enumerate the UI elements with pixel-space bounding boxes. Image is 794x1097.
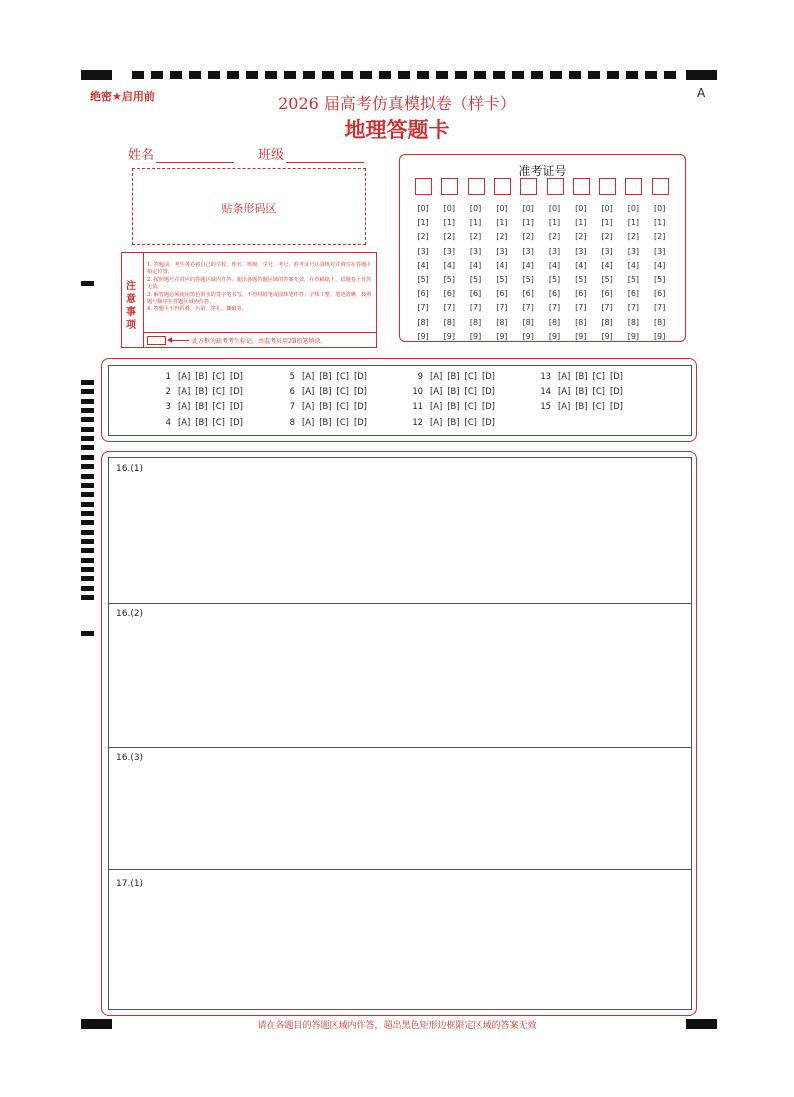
exam-id-digit-bubble[interactable]: [7] (548, 303, 561, 313)
exam-id-digit-bubble[interactable]: [5] (601, 275, 613, 285)
exam-id-digit-bubble[interactable]: [7] (443, 303, 455, 313)
sheet-title: 2026 届高考仿真模拟卷（样卡） (278, 94, 516, 113)
choice-question (153, 417, 243, 427)
choice-question-number: 15 (540, 401, 551, 412)
exam-id-digit-bubble[interactable]: [2] (469, 232, 482, 242)
exam-id-digit-bubble[interactable]: [1] (417, 218, 429, 228)
footer-warning: 请在各题目的答题区域内作答，超出黑色矩形边框限定区域的答案无效 (257, 1021, 537, 1031)
class-field[interactable] (258, 144, 364, 163)
choice-option-bubble[interactable]: [C] (212, 386, 225, 397)
timing-mark (81, 417, 94, 422)
exam-id-digit-bubble[interactable]: [3] (522, 246, 534, 256)
exam-id-digit-column (598, 202, 616, 344)
exam-id-digit-bubble[interactable]: [2] (496, 232, 508, 242)
exam-id-digit-bubble[interactable]: [6] (601, 289, 613, 299)
choice-option-bubble[interactable]: [C] (464, 371, 477, 381)
choice-question-number: 12 (412, 416, 423, 427)
notice-item: 1. 答题前，考生务必将自己的学校、姓名、班级、学号、考号、准考证号认真核对并填写在答题卡指定位置。 (147, 262, 372, 276)
choice-option-bubble[interactable]: [C] (592, 386, 605, 397)
answer-area-17-1[interactable] (108, 869, 692, 1010)
name-label: 姓名 (128, 148, 155, 163)
choice-option-bubble[interactable]: [D] (229, 386, 243, 397)
exam-id-digit-bubble[interactable]: [6] (627, 289, 640, 299)
choice-question-number: 13 (540, 371, 551, 381)
timing-mark (81, 576, 94, 581)
choice-option-bubble[interactable]: [D] (353, 386, 367, 397)
exam-id-digit-bubble[interactable]: [4] (575, 260, 587, 270)
exam-id-digit-bubble[interactable]: [4] (496, 260, 508, 270)
choice-option-bubble[interactable]: [A] (558, 371, 571, 381)
choice-question (277, 371, 367, 381)
exam-id-digit-box[interactable] (520, 178, 537, 195)
exam-id-digit-bubble[interactable]: [3] (443, 246, 455, 256)
timing-mark (81, 511, 94, 516)
exam-id-digit-bubble[interactable]: [3] (654, 246, 666, 256)
choice-option-bubble[interactable]: [B] (319, 386, 332, 397)
choice-option-bubble[interactable]: [A] (558, 386, 571, 397)
exam-id-digit-column (414, 202, 432, 344)
exam-id-digit-column (651, 202, 669, 344)
choice-option-bubble[interactable]: [C] (212, 416, 225, 427)
absent-note: 此方框为缺考考生标记，由监考员用2B铅笔填涂。 (192, 338, 327, 345)
exam-id-digit-bubble[interactable]: [1] (601, 218, 613, 228)
choice-option-bubble[interactable]: [C] (464, 416, 477, 427)
exam-id-digit-bubble[interactable]: [6] (469, 289, 482, 299)
exam-id-digit-bubble[interactable]: [2] (548, 232, 561, 242)
exam-id-digit-bubble[interactable]: [5] (522, 275, 534, 285)
timing-mark (81, 539, 94, 544)
exam-id-digit-bubble[interactable]: [0] (575, 204, 587, 213)
class-label: 班级 (258, 148, 285, 163)
exam-id-digit-bubble[interactable]: [2] (654, 232, 666, 242)
exam-id-digit-bubble[interactable]: [6] (522, 289, 534, 299)
choice-option-bubble[interactable]: [B] (195, 416, 208, 427)
choice-option-bubble[interactable]: [D] (481, 386, 495, 397)
exam-id-digit-column (572, 202, 590, 344)
exam-id-digit-bubble[interactable]: [7] (469, 303, 482, 313)
exam-id-digit-box[interactable] (573, 178, 590, 195)
choice-question-number: 8 (289, 416, 295, 427)
exam-id-digit-bubble[interactable]: [0] (522, 204, 534, 213)
choice-option-bubble[interactable]: [C] (336, 386, 349, 397)
timing-mark (81, 474, 94, 479)
exam-id-digit-bubble[interactable]: [6] (654, 289, 666, 299)
exam-id-digit-bubble[interactable]: [1] (443, 218, 455, 228)
exam-id-digit-column (519, 202, 537, 344)
choice-option-bubble[interactable]: [A] (302, 386, 315, 397)
exam-id-digit-bubble[interactable]: [4] (443, 260, 455, 270)
choice-option-bubble[interactable]: [D] (229, 401, 243, 412)
choice-question (533, 386, 623, 396)
choice-option-bubble[interactable]: [A] (178, 401, 191, 412)
exam-id-digit-bubble[interactable]: [7] (522, 303, 534, 313)
exam-id-digit-box[interactable] (494, 178, 511, 195)
timing-mark (81, 558, 94, 563)
notice-item: 3. 解答题必须使用黑色墨水的签字笔书写，不得用铅笔或圆珠笔作答；字体工整、笔迹清晰，按照题号顺序在答题区域内作答。 (147, 291, 372, 306)
exam-id-digit-bubble[interactable]: [1] (548, 218, 561, 228)
exam-id-digit-bubble[interactable]: [9] (496, 331, 508, 341)
exam-id-digit-bubble[interactable]: [6] (443, 289, 455, 299)
choice-option-bubble[interactable]: [C] (212, 371, 225, 381)
exam-id-digit-bubble[interactable]: [4] (654, 260, 666, 270)
exam-id-digit-bubble[interactable]: [4] (522, 260, 534, 270)
notice-divider (143, 332, 376, 333)
choice-question (405, 401, 495, 411)
exam-id-digit-bubble[interactable]: [0] (496, 204, 508, 213)
choice-question (277, 386, 367, 396)
choice-question (153, 371, 243, 381)
exam-id-digit-bubble[interactable]: [4] (601, 260, 613, 270)
timing-mark (81, 455, 94, 460)
choice-option-bubble[interactable]: [C] (212, 401, 225, 412)
exam-id-digit-bubble[interactable]: [0] (443, 204, 455, 213)
choice-option-bubble[interactable]: [D] (481, 371, 495, 381)
answer-area-16-3[interactable] (108, 747, 692, 869)
exam-id-digit-box[interactable] (468, 178, 485, 195)
exam-id-digit-bubble[interactable]: [8] (443, 317, 455, 327)
exam-id-digit-box[interactable] (415, 178, 432, 195)
exam-id-digit-bubble[interactable]: [8] (522, 317, 534, 327)
corner-mark-top-left (81, 70, 112, 80)
answer-area-label: 16.(3) (116, 753, 144, 763)
answer-area-label: 16.(1) (116, 464, 144, 474)
exam-id-digit-bubble[interactable]: [3] (496, 246, 508, 256)
choice-option-bubble[interactable]: [B] (319, 401, 332, 412)
side-mark (81, 631, 94, 636)
corner-letter: A (697, 86, 706, 100)
exam-id-digit-bubble[interactable]: [9] (417, 331, 429, 341)
choice-option-bubble[interactable]: [D] (353, 401, 367, 412)
choice-question-number: 11 (412, 401, 423, 412)
exam-id-digit-bubble[interactable]: [1] (469, 218, 482, 228)
notice-item: 2. 按照题号在对应的答题区域内作答，超出各题答题区域的答案无效，在草稿纸上、试题卷上作答无效。 (147, 276, 372, 291)
exam-id-digit-column (440, 202, 458, 344)
exam-id-digit-bubble[interactable]: [3] (575, 246, 587, 256)
timing-mark (81, 567, 94, 572)
exam-id-digit-bubble[interactable]: [0] (548, 204, 561, 213)
notice-title-char: 注 (126, 281, 136, 292)
exam-id-digit-box[interactable] (625, 178, 642, 195)
exam-id-digit-bubble[interactable]: [5] (548, 275, 561, 285)
exam-id-digit-column (493, 202, 511, 344)
name-field[interactable] (128, 144, 234, 163)
exam-id-digit-box[interactable] (652, 178, 669, 195)
exam-id-digit-bubble[interactable]: [2] (417, 232, 429, 242)
confidential-label: 绝密★启用前 (90, 90, 155, 103)
timing-mark (81, 586, 94, 591)
choice-option-bubble[interactable]: [B] (195, 401, 208, 412)
exam-id-digit-bubble[interactable]: [2] (627, 232, 640, 242)
exam-id-digit-bubble[interactable]: [8] (417, 317, 429, 327)
choice-option-bubble[interactable]: [B] (447, 401, 460, 412)
exam-id-digit-bubble[interactable]: [6] (548, 289, 561, 299)
exam-id-digit-bubble[interactable]: [5] (575, 275, 587, 285)
exam-id-digit-bubble[interactable]: [4] (627, 260, 640, 270)
exam-id-digit-bubble[interactable]: [3] (417, 246, 429, 256)
exam-id-digit-bubble[interactable]: [9] (443, 331, 455, 341)
arrow-icon (169, 340, 189, 341)
choice-option-bubble[interactable]: [A] (178, 416, 191, 427)
choice-option-bubble[interactable]: [A] (178, 371, 191, 381)
timing-mark (81, 380, 94, 385)
exam-id-digit-bubble[interactable]: [3] (469, 246, 482, 256)
exam-id-digit-bubble[interactable]: [3] (627, 246, 640, 256)
choice-option-bubble[interactable]: [D] (353, 371, 367, 381)
choice-option-bubble[interactable]: [B] (319, 371, 332, 381)
exam-id-digit-column (467, 202, 485, 344)
choice-question-number: 5 (289, 371, 295, 381)
choice-question-number: 14 (540, 386, 551, 397)
exam-id-digit-bubble[interactable]: [9] (601, 331, 613, 341)
timing-mark (81, 502, 94, 507)
choice-question (405, 371, 495, 381)
choice-option-bubble[interactable]: [D] (481, 401, 495, 412)
exam-id-digit-bubble[interactable]: [1] (654, 218, 666, 228)
timing-track-top (132, 71, 680, 79)
choice-option-bubble[interactable]: [D] (353, 416, 367, 427)
timing-mark (81, 520, 94, 525)
choice-question-number: 7 (289, 401, 295, 412)
choice-question-number: 1 (165, 371, 171, 381)
corner-mark-top-right (686, 70, 717, 80)
notice-items (147, 262, 373, 314)
exam-id-digit-box[interactable] (547, 178, 564, 195)
exam-id-panel (399, 154, 686, 342)
exam-id-digit-bubble[interactable]: [8] (627, 317, 640, 327)
notice-title-char: 意 (126, 294, 136, 305)
timing-mark (81, 530, 94, 535)
answer-area-16-1[interactable] (108, 457, 692, 603)
choice-question (533, 401, 623, 411)
answer-area-label: 17.(1) (116, 879, 144, 889)
choice-option-bubble[interactable]: [C] (464, 401, 477, 412)
choice-option-bubble[interactable]: [C] (592, 401, 605, 412)
exam-id-digit-bubble[interactable]: [0] (417, 204, 429, 213)
arrow-head-icon (167, 337, 172, 343)
choice-option-bubble[interactable]: [C] (336, 416, 349, 427)
choice-option-bubble[interactable]: [B] (195, 371, 208, 381)
choice-option-bubble[interactable]: [B] (447, 371, 460, 381)
timing-mark (81, 427, 94, 432)
choice-option-bubble[interactable]: [A] (302, 371, 315, 381)
exam-id-digit-bubble[interactable]: [6] (575, 289, 587, 299)
exam-id-digit-bubble[interactable]: [0] (469, 204, 482, 213)
exam-id-title: 准考证号 (518, 164, 567, 178)
choice-question (533, 371, 623, 381)
choice-option-bubble[interactable]: [B] (447, 386, 460, 397)
choice-option-bubble[interactable]: [D] (609, 371, 623, 381)
exam-id-digit-bubble[interactable]: [5] (443, 275, 455, 285)
exam-id-digit-bubble[interactable]: [7] (496, 303, 508, 313)
exam-id-digit-box[interactable] (441, 178, 458, 195)
exam-id-digit-bubble[interactable]: [8] (548, 317, 561, 327)
exam-id-digit-bubble[interactable]: [2] (522, 232, 534, 242)
exam-id-digit-bubble[interactable]: [4] (417, 260, 429, 270)
choice-option-bubble[interactable]: [B] (319, 416, 332, 427)
timing-mark (81, 483, 94, 488)
choice-option-bubble[interactable]: [B] (575, 401, 588, 412)
choice-option-bubble[interactable]: [B] (575, 371, 588, 381)
exam-id-digit-bubble[interactable]: [5] (627, 275, 640, 285)
notice-item: 4. 答题卡不得折叠、污染、穿孔、撕破等。 (147, 306, 247, 313)
exam-id-digit-bubble[interactable]: [4] (548, 260, 561, 270)
choice-option-bubble[interactable]: [C] (464, 386, 477, 397)
notice-title (122, 253, 144, 347)
exam-id-digit-bubble[interactable]: [3] (548, 246, 561, 256)
exam-id-digit-bubble[interactable]: [9] (522, 331, 534, 341)
choice-option-bubble[interactable]: [A] (430, 401, 443, 412)
exam-id-digit-column (546, 202, 564, 344)
choice-question-number: 9 (417, 371, 423, 381)
exam-id-digit-bubble[interactable]: [9] (548, 331, 561, 341)
exam-id-digit-bubble[interactable]: [8] (496, 317, 508, 327)
choice-option-bubble[interactable]: [A] (558, 401, 571, 412)
timing-mark (81, 408, 94, 413)
choice-option-bubble[interactable]: [D] (229, 416, 243, 427)
exam-id-digit-bubble[interactable]: [7] (627, 303, 640, 313)
exam-id-digit-bubble[interactable]: [2] (601, 232, 613, 242)
choice-grid (108, 365, 692, 436)
choice-question-number: 10 (412, 386, 423, 397)
exam-id-digit-bubble[interactable]: [1] (627, 218, 640, 228)
exam-id-digit-bubble[interactable]: [8] (469, 317, 482, 327)
notice-box (121, 252, 377, 348)
choice-option-bubble[interactable]: [A] (302, 401, 315, 412)
choice-option-bubble[interactable]: [A] (430, 371, 443, 381)
exam-id-digit-bubble[interactable]: [5] (496, 275, 508, 285)
choice-option-bubble[interactable]: [D] (609, 386, 623, 397)
exam-id-digit-bubble[interactable]: [0] (627, 204, 640, 213)
exam-id-digit-bubble[interactable]: [9] (654, 331, 666, 341)
choice-option-bubble[interactable]: [A] (302, 416, 315, 427)
choice-question (153, 386, 243, 396)
exam-id-digit-bubble[interactable]: [4] (469, 260, 482, 270)
exam-id-digit-bubble[interactable]: [7] (575, 303, 587, 313)
answer-area-label: 16.(2) (116, 609, 144, 619)
exam-id-digit-bubble[interactable]: [5] (469, 275, 482, 285)
exam-id-digit-bubble[interactable]: [3] (601, 246, 613, 256)
choice-question-number: 4 (165, 416, 171, 427)
notice-title-char: 事 (126, 307, 136, 318)
exam-id-digit-bubble[interactable]: [8] (654, 317, 666, 327)
choice-option-bubble[interactable]: [A] (178, 386, 191, 397)
choice-question (405, 386, 495, 396)
choice-question-number: 3 (165, 401, 171, 412)
choice-question (277, 417, 367, 427)
choice-option-bubble[interactable]: [B] (575, 386, 588, 397)
timing-mark (81, 464, 94, 469)
exam-id-digit-bubble[interactable]: [0] (654, 204, 666, 213)
exam-id-digit-bubble[interactable]: [8] (575, 317, 587, 327)
timing-mark (81, 492, 94, 497)
absent-mark-box[interactable] (147, 336, 166, 345)
exam-id-digit-bubble[interactable]: [6] (417, 289, 429, 299)
exam-id-digit-bubble[interactable]: [5] (417, 275, 429, 285)
exam-id-digit-bubble[interactable]: [9] (575, 331, 587, 341)
timing-mark (81, 445, 94, 450)
choice-option-bubble[interactable]: [D] (609, 401, 623, 412)
choice-option-bubble[interactable]: [D] (481, 416, 495, 427)
barcode-area (132, 168, 366, 245)
choice-option-bubble[interactable]: [C] (592, 371, 605, 381)
timing-mark (81, 399, 94, 404)
exam-id-digit-bubble[interactable]: [6] (496, 289, 508, 299)
exam-id-digit-bubble[interactable]: [5] (654, 275, 666, 285)
choice-option-bubble[interactable]: [C] (336, 401, 349, 412)
exam-id-digit-bubble[interactable]: [2] (575, 232, 587, 242)
exam-id-digit-bubble[interactable]: [7] (601, 303, 613, 313)
notice-title-char: 项 (126, 320, 136, 331)
choice-question-number: 6 (289, 386, 295, 397)
choice-option-bubble[interactable]: [B] (447, 416, 460, 427)
choice-option-bubble[interactable]: [C] (336, 371, 349, 381)
exam-id-digit-bubble[interactable]: [9] (469, 331, 482, 341)
exam-id-digit-box[interactable] (599, 178, 616, 195)
timing-mark (81, 436, 94, 441)
choice-option-bubble[interactable]: [A] (430, 416, 443, 427)
choice-question (277, 401, 367, 411)
exam-id-digit-bubble[interactable]: [2] (443, 232, 455, 242)
exam-id-digit-bubble[interactable]: [0] (601, 204, 613, 213)
choice-option-bubble[interactable]: [D] (229, 371, 243, 381)
barcode-area-label: 贴条形码区 (221, 202, 277, 215)
exam-id-digit-bubble[interactable]: [1] (575, 218, 587, 228)
exam-id-digit-bubble[interactable]: [7] (654, 303, 666, 313)
timing-mark (81, 595, 94, 600)
exam-id-digit-bubble[interactable]: [8] (601, 317, 613, 327)
timing-mark (81, 548, 94, 553)
choice-option-bubble[interactable]: [B] (195, 386, 208, 397)
exam-id-digit-bubble[interactable]: [1] (496, 218, 508, 228)
answer-area-16-2[interactable] (108, 603, 692, 747)
choice-question (153, 401, 243, 411)
choice-question (405, 417, 495, 427)
timing-mark (81, 389, 94, 394)
exam-id-digit-bubble[interactable]: [9] (627, 331, 640, 341)
sheet-subtitle: 地理答题卡 (344, 118, 450, 142)
exam-id-digit-bubble[interactable]: [7] (417, 303, 429, 313)
choice-question-number: 2 (165, 386, 171, 397)
choice-option-bubble[interactable]: [A] (430, 386, 443, 397)
exam-id-digit-bubble[interactable]: [1] (522, 218, 534, 228)
side-mark (81, 281, 94, 286)
exam-id-digit-column (624, 202, 642, 344)
